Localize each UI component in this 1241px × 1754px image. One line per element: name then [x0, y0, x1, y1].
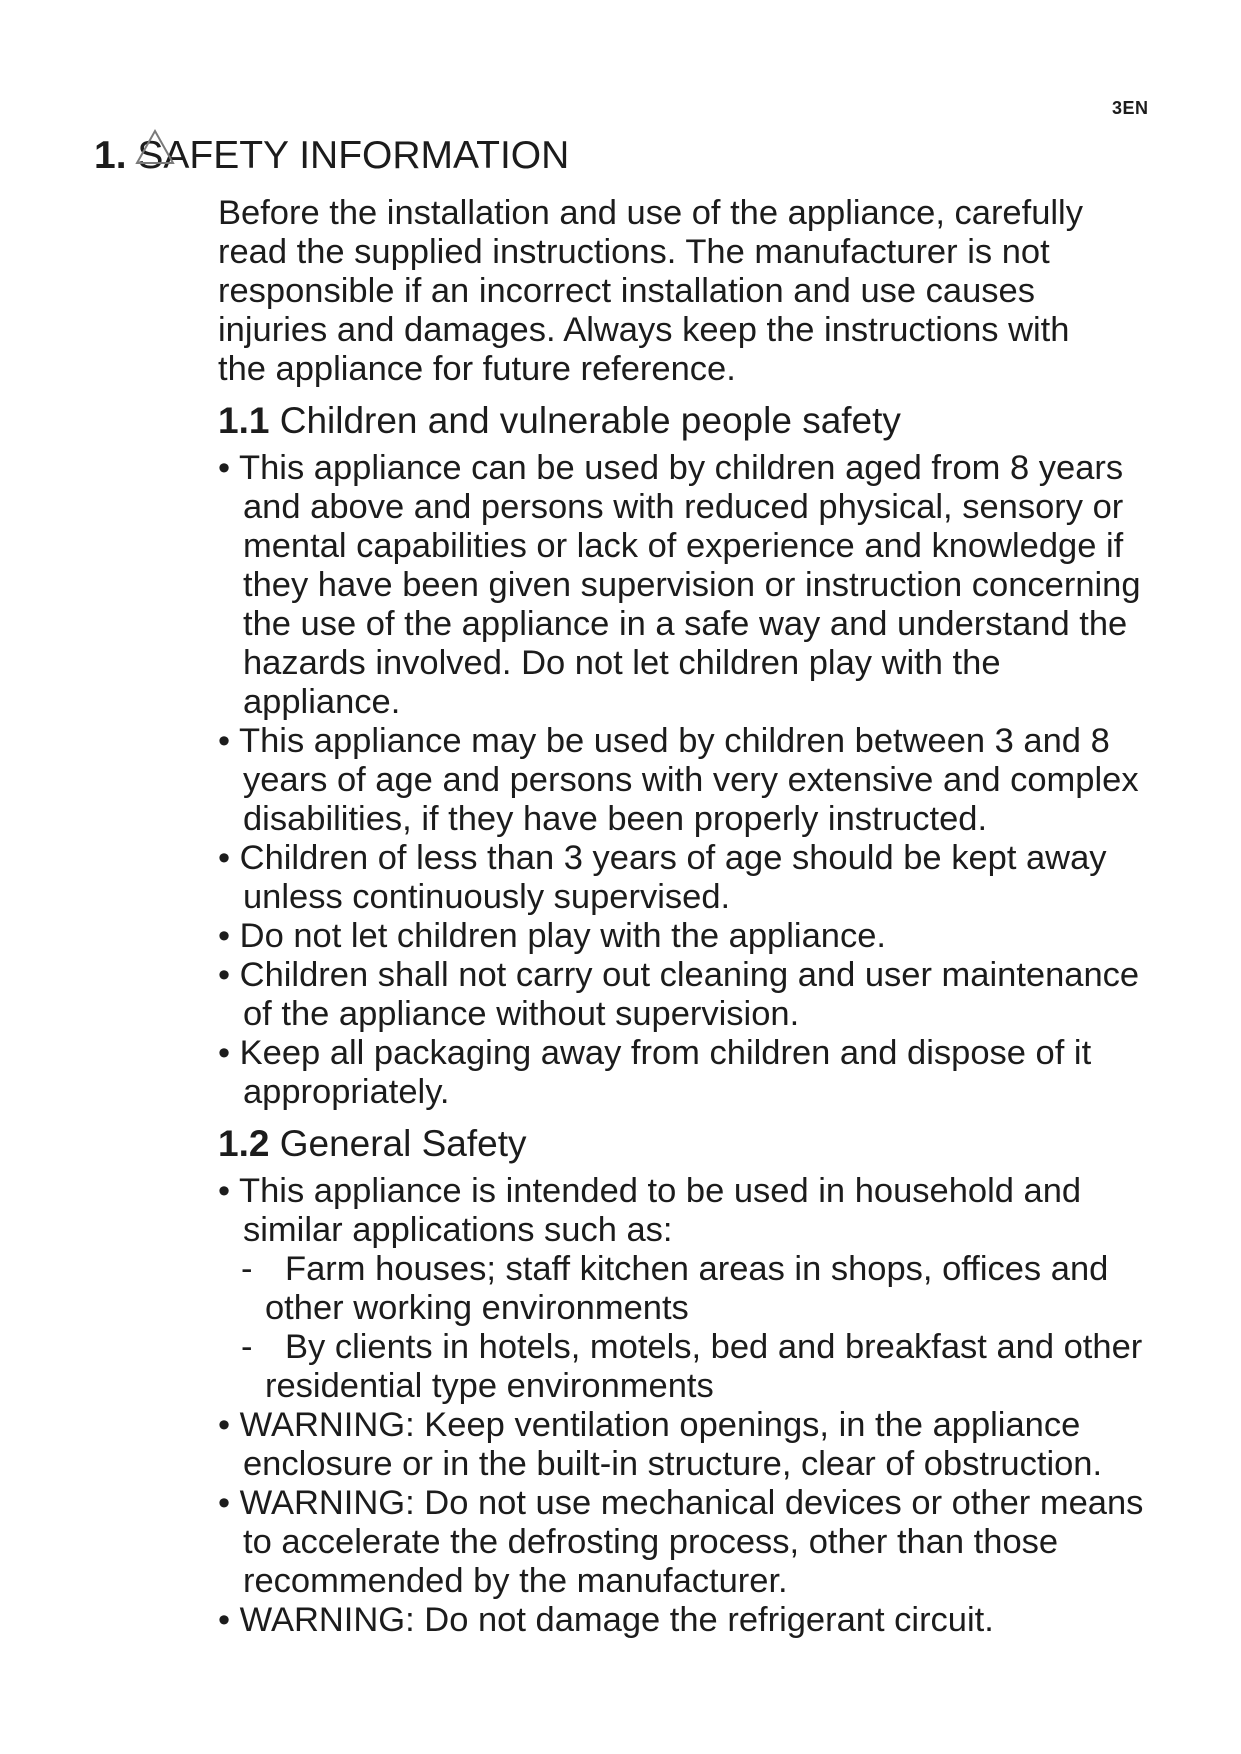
dash-marker: -	[241, 1250, 253, 1288]
list-item: • This appliance may be used by children between 3 and 8 years of age and persons with very extensive and complex disabilities, if they have been properly instructed.	[218, 722, 1139, 838]
intro-line: the appliance for future reference.	[218, 350, 736, 388]
list-item: • Do not let children play with the appliance.	[218, 917, 886, 955]
section-title	[137, 134, 569, 177]
subsection-heading-children	[218, 397, 1158, 445]
section-title-first-letter: S	[137, 134, 164, 177]
content-body	[218, 194, 1158, 1640]
subsection-number: 1.1	[218, 400, 270, 441]
intro-line: responsible if an incorrect installation and use causes	[218, 272, 1035, 310]
page-number: 3EN	[1112, 98, 1149, 118]
list-item: • Children shall not carry out cleaning and user maintenance of the appliance without supervision.	[218, 956, 1140, 1033]
intro-paragraph	[218, 194, 1158, 389]
intro-line: Before the installation and use of the appliance, carefully	[218, 194, 1083, 232]
warning-item: • WARNING: Do not use mechanical devices or other means to accelerate the defrosting process, other than those recommended by the manufacturer.	[218, 1484, 1144, 1600]
subsection-title: Children and vulnerable people safety	[269, 400, 901, 441]
dash-marker: -	[241, 1328, 253, 1366]
intro-line: read the supplied instructions. The manufacturer is not	[218, 233, 1050, 271]
intro-line: injuries and damages. Always keep the instructions with	[218, 311, 1070, 349]
section-number: 1.	[94, 134, 127, 177]
dash-item	[218, 1328, 1158, 1406]
section-title-rest: AFETY INFORMATION	[163, 134, 570, 177]
dash-item	[218, 1250, 1158, 1328]
list-item: • Keep all packaging away from children and dispose of it appropriately.	[218, 1034, 1092, 1111]
list-item: • This appliance is intended to be used in household and similar applications such as:	[218, 1172, 1082, 1249]
warning-triangle-icon	[134, 128, 176, 166]
dash-item-text: Farm houses; staff kitchen areas in shops, offices and other working environments	[265, 1250, 1109, 1327]
warning-item: • WARNING: Keep ventilation openings, in the appliance enclosure or in the built-in structure, clear of obstruction.	[218, 1406, 1103, 1483]
subsection-heading-general	[218, 1120, 1158, 1168]
subsection-number: 1.2	[218, 1123, 270, 1164]
list-item: • Children of less than 3 years of age should be kept away unless continuously supervised.	[218, 839, 1107, 916]
list-item: • This appliance can be used by children aged from 8 years and above and persons with reduced physical, sensory or mental capabilities or lack of experience and knowledge if they have been given supervision or instruction concerning the use of the appliance in a safe way and understand the hazards involved. Do not let children play with the appliance.	[218, 449, 1141, 721]
warning-item: • WARNING: Do not damage the refrigerant circuit.	[218, 1601, 994, 1639]
dash-item-text: By clients in hotels, motels, bed and breakfast and other residential type environments	[265, 1328, 1143, 1405]
subsection-title: General Safety	[269, 1123, 527, 1164]
section-heading	[94, 132, 569, 180]
